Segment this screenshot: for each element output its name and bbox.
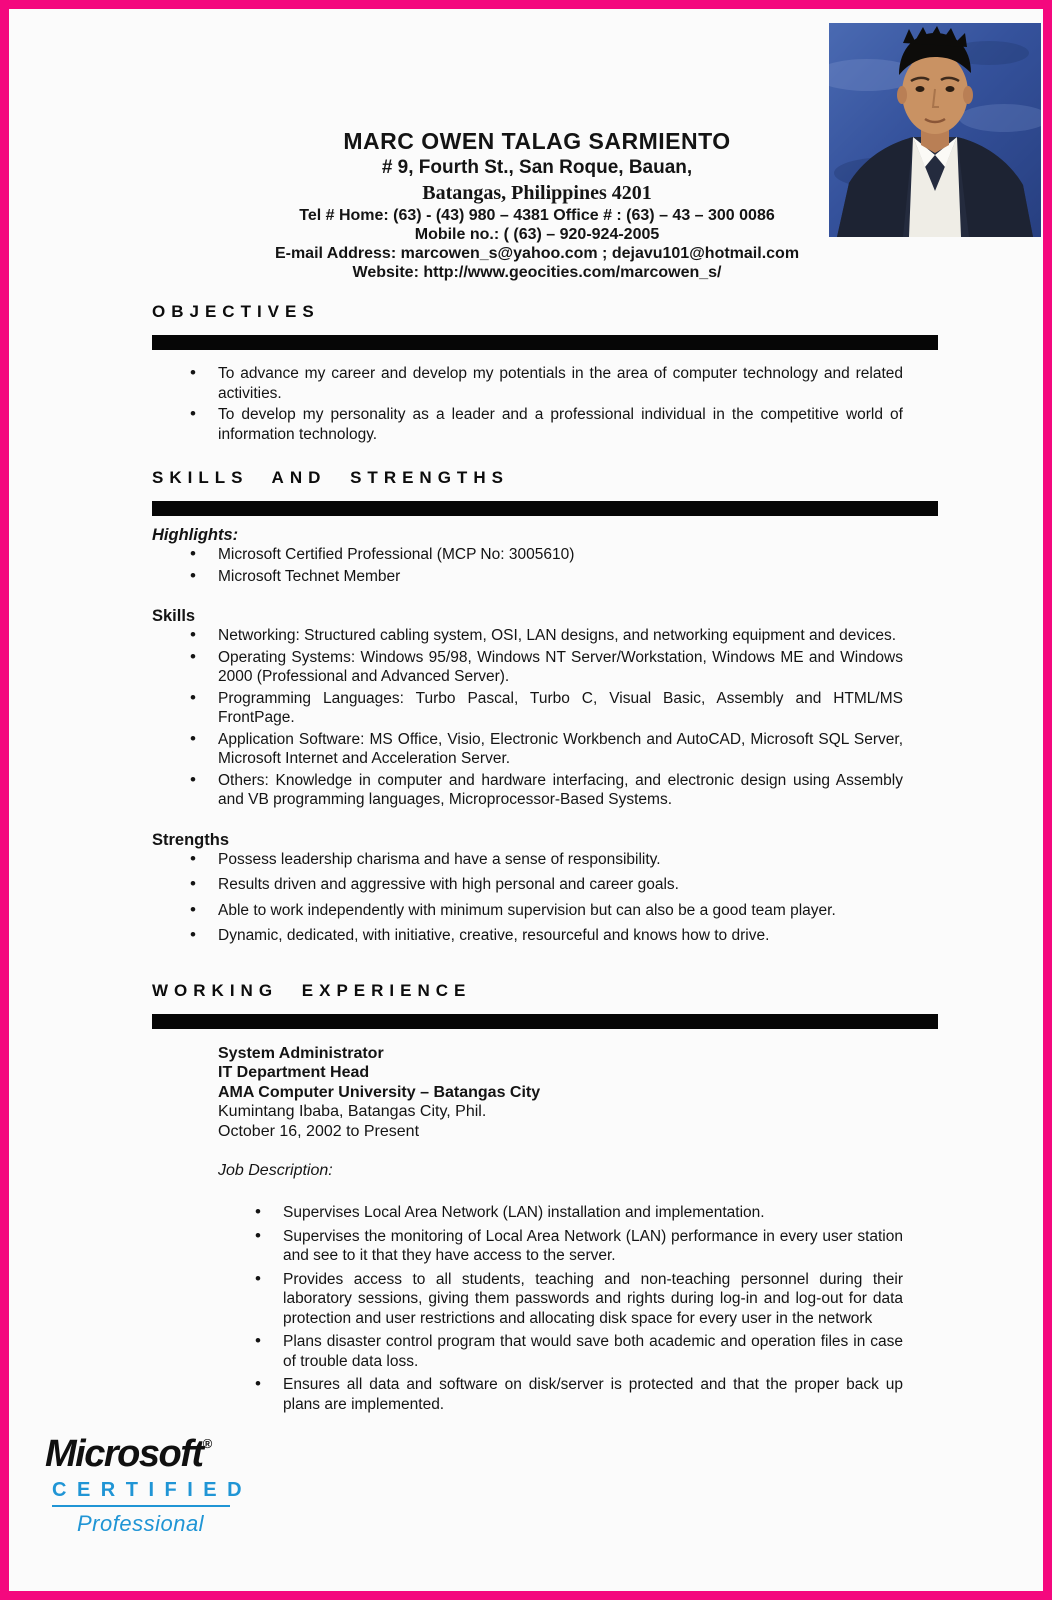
- strength-item: [218, 875, 903, 895]
- company-location: Kumintang Ibaba, Batangas City, Phil.: [218, 1103, 487, 1120]
- working-experience-title: WORKING EXPERIENCE: [152, 980, 472, 1000]
- duty-item: [283, 1375, 903, 1414]
- job-title-1: System Administrator: [218, 1044, 384, 1062]
- applicant-photo-image: [829, 23, 1041, 237]
- objectives-title-bar: [152, 335, 938, 350]
- skill-item-text: Networking: Structured cabling system, OSI, LAN designs, and networking equipment and devices.: [218, 627, 897, 644]
- objective-item-text: To develop my personality as a leader and a professional individual in the competitive world of information technology.: [218, 406, 903, 443]
- section-objectives: [152, 301, 1043, 444]
- skill-item: [218, 626, 903, 646]
- objective-item-text: To advance my career and develop my potentials in the area of computer technology and related activities.: [218, 365, 903, 402]
- objectives-list: [218, 364, 903, 444]
- professional-text: Professional: [77, 1511, 205, 1536]
- strength-item-text: Results driven and aggressive with high personal and career goals.: [218, 876, 679, 893]
- strengths-list: [218, 850, 903, 946]
- mobile-line: Mobile no.: ( (63) – 920-924-2005: [414, 226, 660, 243]
- microsoft-certified-logo: [45, 1435, 252, 1535]
- skills-strengths-title-bar: [152, 501, 938, 516]
- duty-item-text: Supervises Local Area Network (LAN) installation and implementation.: [283, 1204, 765, 1221]
- certified-underline: [52, 1505, 230, 1507]
- duty-item: [283, 1203, 903, 1223]
- highlight-item: [218, 567, 903, 587]
- skill-item-text: Operating Systems: Windows 95/98, Windows NT Server/Workstation, Windows ME and Windows 2000 (Professional and Advanced Server).: [218, 648, 903, 685]
- highlight-item: [218, 545, 903, 565]
- duty-item-text: Provides access to all students, teaching and non-teaching personnel during their laboratory sessions, giving them passwords and rights during log-in and log-out for data protection and user restrictions and allocating disk space for every user in the network: [283, 1270, 903, 1327]
- highlights-list: [218, 545, 903, 586]
- section-working-experience: [152, 980, 1043, 1415]
- address-line-1: # 9, Fourth St., San Roque, Bauan,: [381, 157, 693, 178]
- skills-strengths-title: SKILLS AND STRENGTHS: [152, 468, 509, 487]
- skills-list: [218, 626, 903, 810]
- objective-item: [218, 364, 903, 403]
- website-line: Website: http://www.geocities.com/marcowen_s/: [352, 264, 722, 281]
- skills-label: Skills: [152, 607, 196, 625]
- skill-item: [218, 730, 903, 769]
- job-header-block: [218, 1044, 1043, 1142]
- highlights-label: Highlights:: [152, 526, 239, 544]
- duty-item-text: Supervises the monitoring of Local Area Network (LAN) performance in every user station and see to it that they have access to the server.: [283, 1227, 903, 1264]
- duties-list: [283, 1203, 903, 1414]
- section-skills-strengths: [152, 467, 1043, 946]
- working-experience-title-bar: [152, 1014, 938, 1029]
- job-description-label: Job Description:: [218, 1162, 333, 1179]
- strengths-label: Strengths: [152, 830, 230, 849]
- address-line-2: Batangas, Philippines 4201: [422, 182, 652, 204]
- skill-item: [218, 771, 903, 810]
- duty-item: [283, 1332, 903, 1371]
- microsoft-wordmark: [45, 1435, 252, 1473]
- company-name: AMA Computer University – Batangas City: [218, 1083, 541, 1101]
- highlight-item-text: Microsoft Certified Professional (MCP No: 3005610): [218, 546, 575, 563]
- employment-dates: October 16, 2002 to Present: [218, 1122, 420, 1140]
- highlight-item-text: Microsoft Technet Member: [218, 567, 401, 585]
- duty-item-text: Ensures all data and software on disk/server is protected and that the proper back up plans are implemented.: [283, 1376, 903, 1413]
- duty-item: [283, 1270, 903, 1329]
- microsoft-brand-text: Microsoft: [45, 1433, 203, 1475]
- strength-item-text: Dynamic, dedicated, with initiative, creative, resourceful and knows how to drive.: [218, 927, 770, 944]
- applicant-name: MARC OWEN TALAG SARMIENTO: [343, 128, 731, 154]
- strength-item-text: Able to work independently with minimum supervision but can also be a good team player.: [218, 901, 836, 919]
- job-title-2: IT Department Head: [218, 1064, 370, 1081]
- registered-trademark-symbol: ®: [202, 1436, 213, 1451]
- email-line: E-mail Address: marcowen_s@yahoo.com ; dejavu101@hotmail.com: [274, 245, 800, 262]
- applicant-photo: [829, 23, 1041, 237]
- skill-item: [218, 648, 903, 687]
- skill-item-text: Application Software: MS Office, Visio, Electronic Workbench and AutoCAD, Microsoft SQL Server, Microsoft Internet and Acceleration Server.: [218, 730, 903, 767]
- strength-item: [218, 926, 903, 946]
- certified-text: CERTIFIED: [52, 1479, 253, 1501]
- strength-item: [218, 901, 903, 921]
- skill-item-text: Others: Knowledge in computer and hardware interfacing, and electronic design using Assembly and VB programming languages, Microprocessor-Based Systems.: [218, 771, 903, 808]
- skill-item-text: Programming Languages: Turbo Pascal, Turbo C, Visual Basic, Assembly and HTML/MS FrontPage.: [218, 689, 903, 726]
- skill-item: [218, 689, 903, 728]
- duty-item-text: Plans disaster control program that would save both academic and operation files in case of trouble data loss.: [283, 1333, 903, 1370]
- strength-item: [218, 850, 903, 870]
- duty-item: [283, 1227, 903, 1266]
- objective-item: [218, 405, 903, 444]
- objectives-title: OBJECTIVES: [152, 302, 320, 321]
- telephone-line: Tel # Home: (63) - (43) 980 – 4381 Office # : (63) – 43 – 300 0086: [299, 207, 775, 224]
- strength-item-text: Possess leadership charisma and have a sense of responsibility.: [218, 850, 661, 868]
